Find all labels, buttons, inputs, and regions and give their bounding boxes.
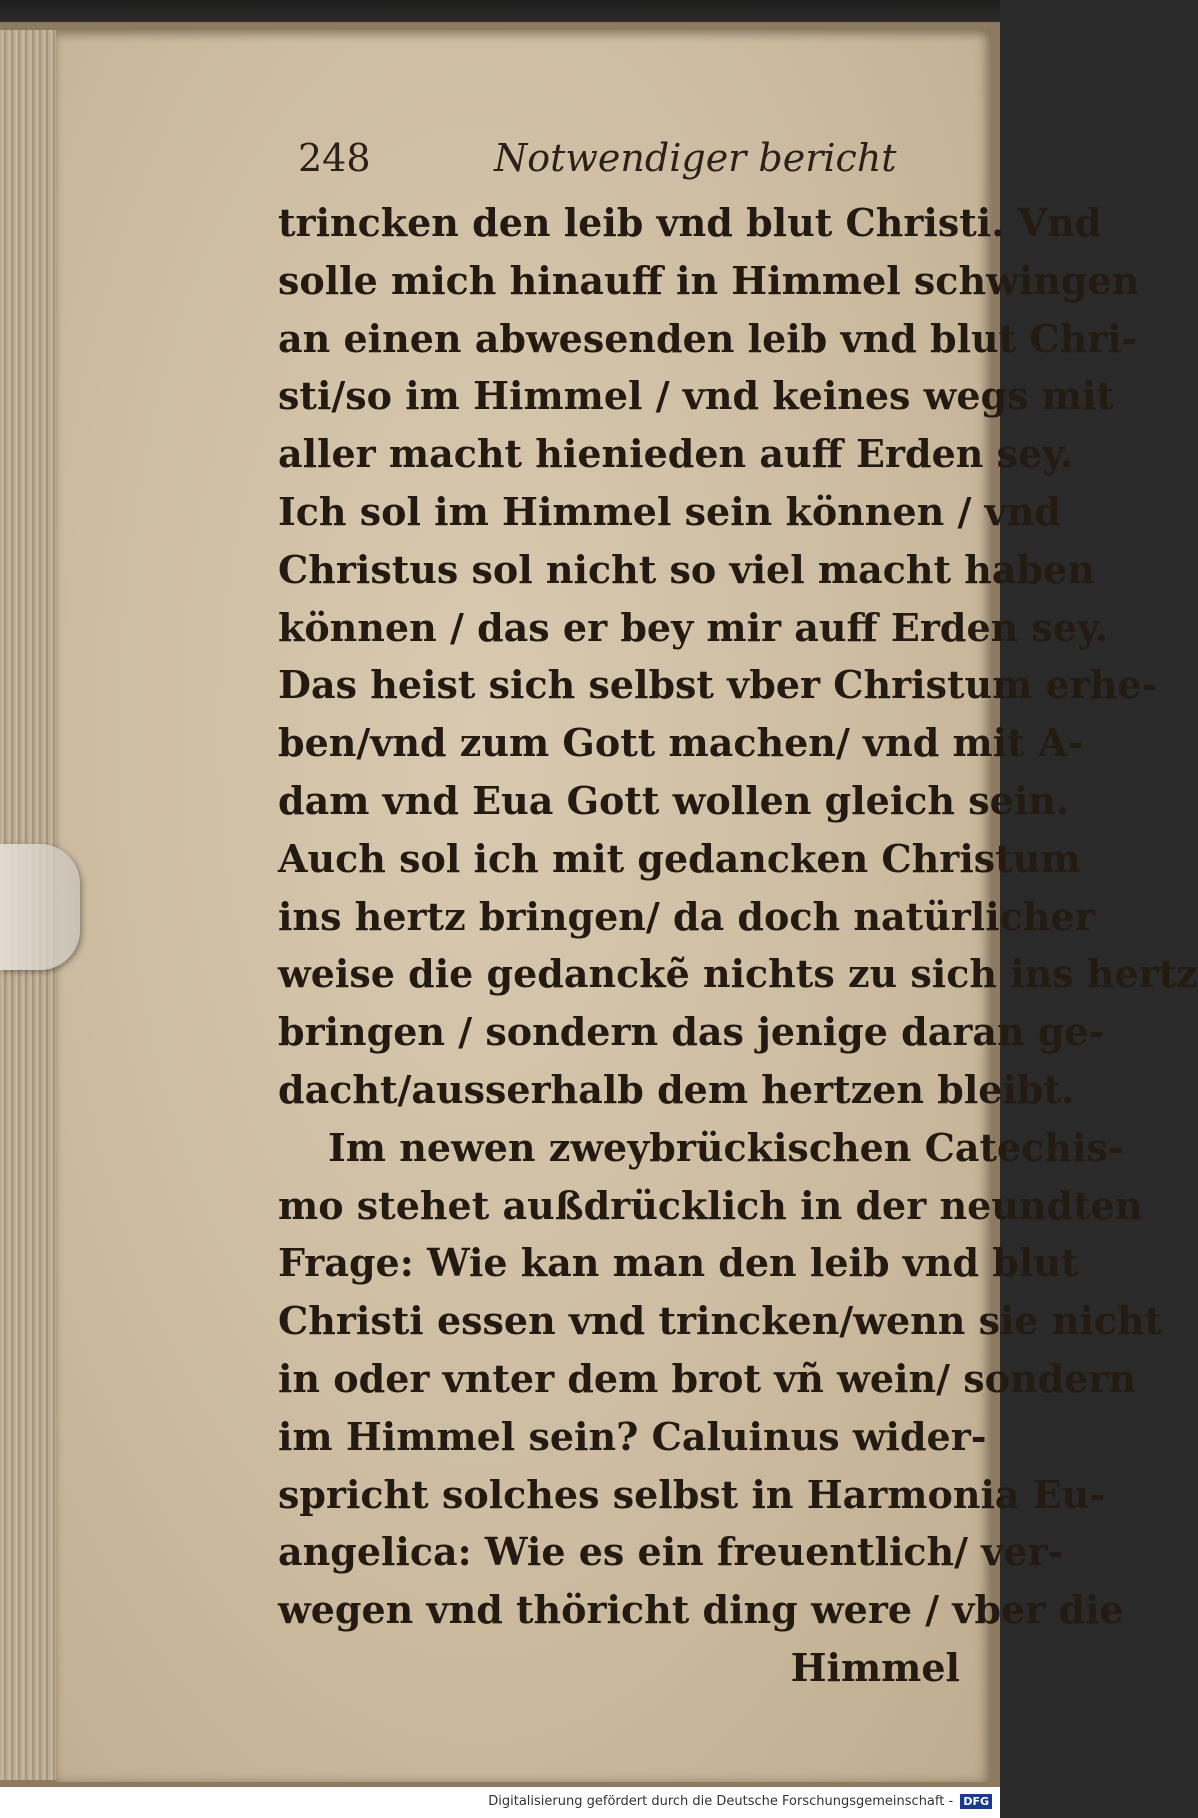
- body-text: [278, 194, 1198, 1697]
- text-line: weise die gedanckẽ nichts zu sich ins hertz: [278, 951, 1198, 997]
- text-line: im Himmel sein? Caluinus wider-: [278, 1413, 987, 1459]
- text-line: angelica: Wie es ein freuentlich/ ver-: [278, 1529, 1064, 1575]
- page-header: [298, 130, 918, 190]
- text-line: ben/vnd zum Gott machen/ vnd mit A-: [278, 720, 1084, 766]
- footer-credit-text: Digitalisierung gefördert durch die Deutsche Forschungsgemeinschaft -: [488, 1794, 954, 1809]
- text-line: können / das er bey mir auff Erden sey.: [278, 604, 1109, 650]
- text-line: bringen / sondern das jenige daran ge-: [278, 1009, 1105, 1055]
- text-line: sti/so im Himmel / vnd keines wegs mit: [278, 373, 1114, 419]
- text-line: solle mich hinauff in Himmel schwingen: [278, 257, 1140, 303]
- text-line: dam vnd Eua Gott wollen gleich sein.: [278, 777, 1070, 823]
- text-line: Christus sol nicht so viel macht haben: [278, 546, 1095, 592]
- running-head: Notwendiger bericht: [494, 136, 897, 180]
- text-line: Das heist sich selbst vber Christum erhe-: [278, 662, 1158, 708]
- text-line: trincken den leib vnd blut Christi. Vnd: [278, 200, 1102, 245]
- text-line: spricht solches selbst in Harmonia Eu-: [278, 1471, 1106, 1517]
- text-line: ins hertz bringen/ da doch natürlicher: [278, 893, 1095, 939]
- text-line: an einen abwesenden leib vnd blut Chri-: [278, 315, 1138, 361]
- text-line: Auch sol ich mit gedancken Christum: [278, 835, 1081, 881]
- text-line: Christi essen vnd trincken/wenn sie nicht: [278, 1298, 1163, 1344]
- text-line: Ich sol im Himmel sein können / vnd: [278, 488, 1061, 534]
- text-line: Im newen zweybrückischen Catechis-: [328, 1124, 1124, 1170]
- text-line: wegen vnd thöricht ding were / vber die: [278, 1587, 1124, 1633]
- dfg-logo-icon: DFG: [960, 1794, 992, 1809]
- catchword: Himmel: [790, 1644, 960, 1690]
- text-line: aller macht hienieden auff Erden sey.: [278, 431, 1074, 477]
- text-line: dacht/ausserhalb dem hertzen bleibt.: [278, 1066, 1075, 1112]
- page-number: 248: [298, 136, 371, 180]
- text-line: mo stehet außdrücklich in der neundten: [278, 1182, 1143, 1228]
- text-line: in oder vnter dem brot vñ wein/ sondern: [278, 1355, 1136, 1401]
- footer-bar: [0, 1787, 1000, 1818]
- text-line: Frage: Wie kan man den leib vnd blut: [278, 1240, 1079, 1286]
- page-clip: [0, 844, 80, 970]
- footer-credit: [488, 1794, 992, 1809]
